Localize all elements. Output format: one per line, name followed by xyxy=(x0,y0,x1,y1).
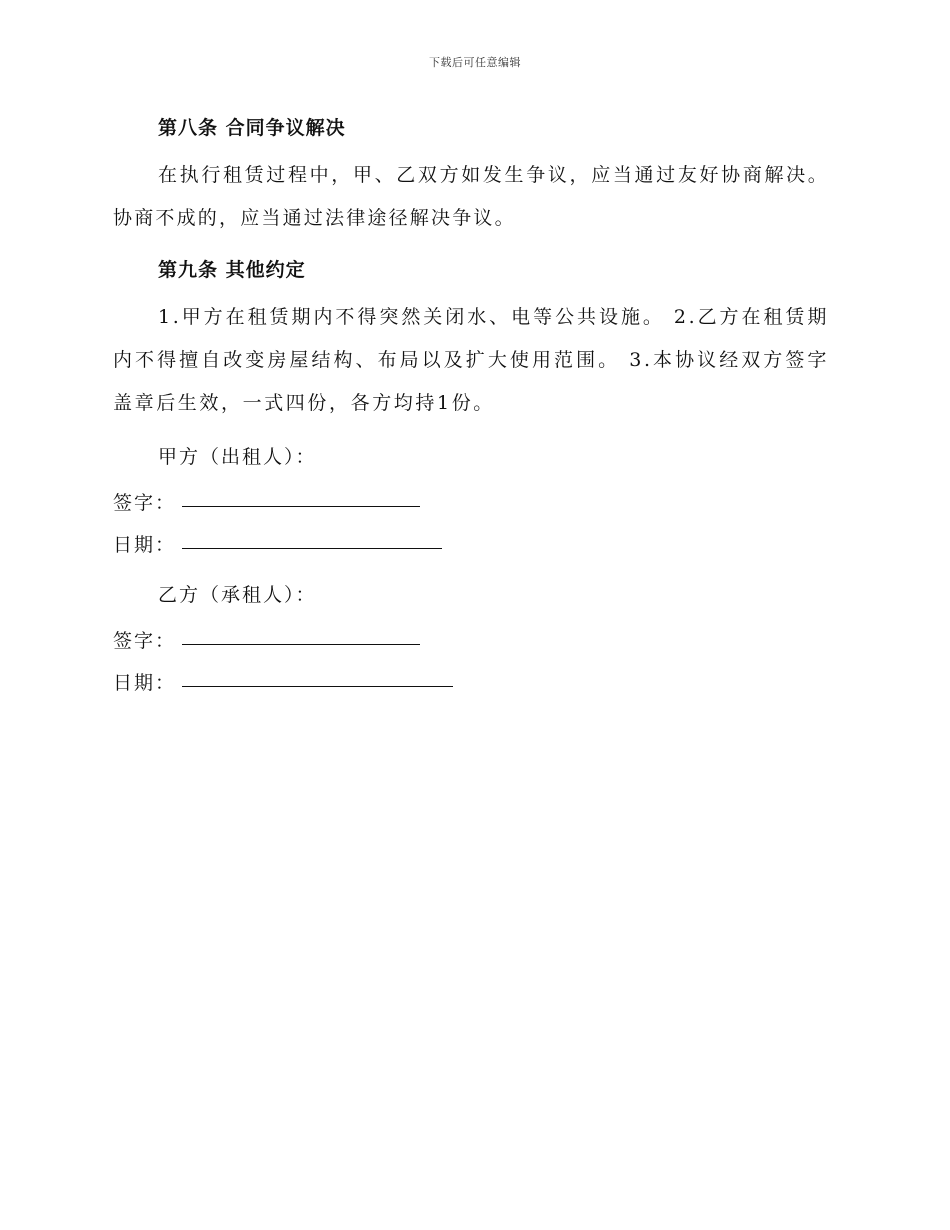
party-a-date-line xyxy=(182,547,442,549)
header-note: 下载后可任意编辑 xyxy=(429,56,521,69)
party-a-date-label: 日期： xyxy=(113,534,177,556)
party-b-label: 乙方（承租人）： xyxy=(158,584,317,606)
party-b-date-line xyxy=(182,685,453,687)
party-b-sign-label: 签字： xyxy=(113,630,177,652)
party-b-signature-line xyxy=(182,643,420,645)
party-a-sign-label: 签字： xyxy=(113,492,177,514)
article9-title: 第九条 其他约定 xyxy=(158,259,306,281)
article9-body: 1.甲方在租赁期内不得突然关闭水、电等公共设施。 2.乙方在租赁期内不得擅自改变房屋结构、布局以及扩大使用范围。 3.本协议经双方签字盖章后生效，一式四份，各方均持1份。 xyxy=(113,306,829,414)
article8-body: 在执行租赁过程中，甲、乙双方如发生争议，应当通过友好协商解决。协商不成的，应当通过法律途径解决争议。 xyxy=(113,164,829,229)
party-b-signature-row xyxy=(113,611,829,653)
party-a-date-row xyxy=(113,515,829,557)
party-a-signature-line xyxy=(182,505,420,507)
article8-title: 第八条 合同争议解决 xyxy=(158,117,346,139)
party-b-date-row xyxy=(113,653,829,695)
party-a-label: 甲方（出租人）： xyxy=(158,446,317,468)
party-a-signature-row xyxy=(113,473,829,515)
party-b-date-label: 日期： xyxy=(113,672,177,694)
contract-content xyxy=(113,112,829,695)
